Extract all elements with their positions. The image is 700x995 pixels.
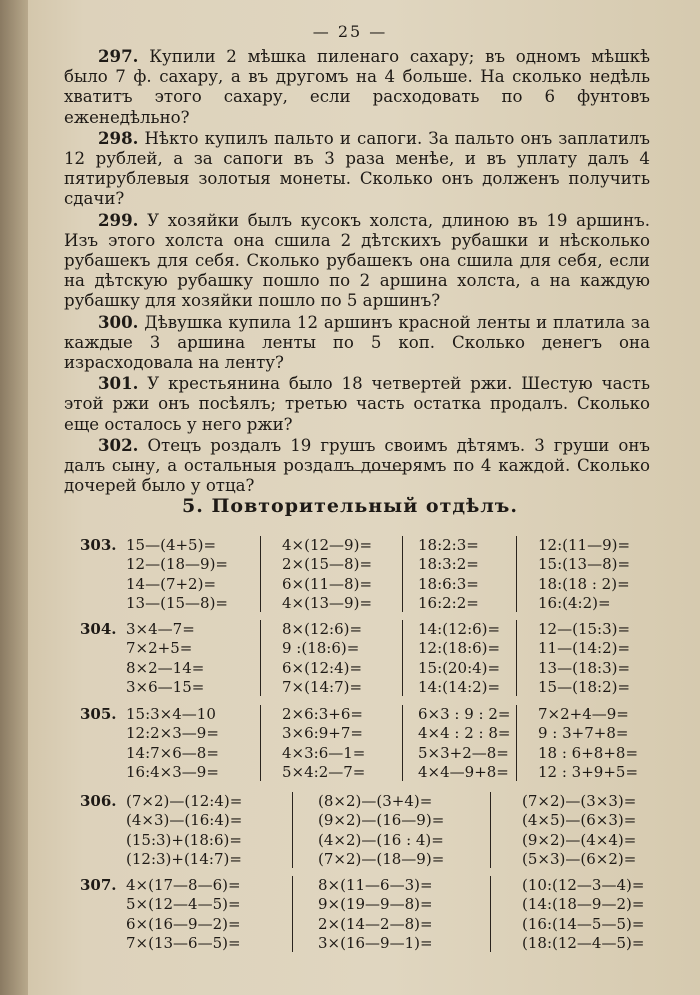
exercise-column [126,536,228,613]
exercise-304 [70,620,660,700]
problem-300 [64,312,650,374]
expression: 7×2+4—9= [538,705,629,723]
page-number: — 25 — [312,22,388,41]
column-separator [260,620,261,696]
expression: 6×(16—9—2)= [126,914,241,933]
problem-number: 299. [98,209,139,230]
expression: 12—(18—9)= [126,555,228,574]
expression: 16:2:2= [418,593,479,612]
column-separator [402,536,403,612]
problem-text: Отецъ роздалъ 19 грушъ своимъ дѣтямъ. 3 груши онъ далъ сыну, а остальныя роздалъ дочерямъ по 4 каждой. Сколько дочерей было у отца? [64,435,650,496]
expression: 8×(12:6)= [282,620,363,638]
expression: 9×(19—9—8)= [318,895,433,914]
expression: 12 : 3+9+5= [538,762,639,781]
expression: 18:6:3= [418,574,479,593]
exercise-column [318,876,433,953]
expression: 3×(16—9—1)= [318,933,433,952]
expression: 6×(12:4)= [282,658,363,677]
expression: (7×2)—(12:4)= [126,792,243,810]
expression: 15—(4+5)= [126,536,217,554]
expression: (9×2)—(4×4)= [522,830,637,849]
problem-301 [64,373,650,435]
column-separator [402,620,403,696]
column-separator [490,876,491,952]
column-separator [516,536,517,612]
column-separator [260,536,261,612]
exercise-column [282,536,372,613]
expression: 9 :(18:6)= [282,639,360,658]
exercise-number: 303. [80,536,117,554]
expression: 5×3+2—8= [418,743,509,762]
exercise-number: 304. [80,620,117,638]
exercise-307 [70,876,660,956]
exercise-column [282,705,365,782]
expression: 16:(4:2)= [538,593,611,612]
problem-number: 300. [98,311,139,332]
problem-text: Дѣвушка купила 12 аршинъ красной ленты и платила за каждые 3 аршина ленты по 5 коп. Сколько денегъ она израсходовала на ленту? [64,312,650,373]
expression: 18:2:3= [418,536,479,554]
problem-number: 298. [98,127,139,148]
expression: 15:(13—8)= [538,555,631,574]
problem-302 [64,435,650,497]
exercise-column [126,705,219,782]
expression: 13—(18:3)= [538,658,631,677]
expression: 4×(13—9)= [282,593,373,612]
exercise-column [538,620,630,697]
problem-text: Нѣкто купилъ пальто и сапоги. За пальто онъ заплатилъ 12 рублей, а за сапоги въ 3 раза менѣе, и въ уплату далъ 4 пятирублевыя золотыя монеты. Сколько онъ долженъ получить сдачи? [64,128,650,209]
problem-298 [64,128,650,210]
exercise-column [522,876,644,953]
problem-297 [64,46,650,128]
expression: (10:(12—3—4)= [522,876,645,894]
column-separator [260,705,261,781]
expression: 4×(17—8—6)= [126,876,241,894]
expression: 3×6:9+7= [282,724,363,743]
expression: (4×3)—(16:4)= [126,811,243,830]
expression: (15:3)+(18:6)= [126,830,242,849]
expression: 11—(14:2)= [538,639,631,658]
problem-number: 301. [98,373,139,394]
expression: (8×2)—(3+4)= [318,792,433,810]
expression: 5×4:2—7= [282,762,366,781]
expression: (14:(18—9—2)= [522,895,645,914]
expression: 2×(15—8)= [282,555,373,574]
expression: 18:3:2= [418,555,479,574]
expression: 3×4—7= [126,620,195,638]
expression: (16:(14—5—5)= [522,914,645,933]
column-separator [516,705,517,781]
exercise-column [126,876,241,953]
section-divider [336,470,404,471]
expression: 15:(20:4)= [418,658,501,677]
exercise-column [538,536,630,613]
exercise-305 [70,705,660,785]
exercise-number: 307. [80,876,117,894]
expression: 18 : 6+8+8= [538,743,639,762]
expression: (7×2)—(3×3)= [522,792,637,810]
expression: 15—(18:2)= [538,677,631,696]
problem-text: У крестьянина было 18 четвертей ржи. Шестую часть этой ржи онъ посѣялъ; третью часть остатка продалъ. Сколько еще осталось у него ржи? [64,374,650,434]
exercise-column [318,792,444,869]
expression: 5×(12—4—5)= [126,895,241,914]
expression: 15:3×4—10 [126,705,216,723]
expression: 8×2—14= [126,658,205,677]
exercise-column [282,620,362,697]
expression: 4×3:6—1= [282,743,366,762]
expression: 12—(15:3)= [538,620,631,638]
expression: (12:3)+(14:7)= [126,849,242,868]
expression: 7×2+5= [126,639,193,658]
column-separator [490,792,491,868]
expression: (5×3)—(6×2)= [522,849,637,868]
exercise-number: 305. [80,705,117,723]
expression: 13—(15—8)= [126,593,228,612]
expression: 16:4×3—9= [126,762,219,781]
expression: 12:(11—9)= [538,536,631,554]
expression: 6×(11—8)= [282,574,373,593]
expression: 14—(7+2)= [126,574,217,593]
exercise-number: 306. [80,792,117,810]
expression: (18:(12—4—5)= [522,933,645,952]
expression: 7×(14:7)= [282,677,363,696]
problem-299 [64,210,650,312]
problem-text: Купили 2 мѣшка пиленаго сахару; въ одномъ мѣшкѣ было 7 ф. сахару, а въ другомъ на 4 больше. На сколько недѣль хватитъ этого сахару, если расходовать по 6 фунтовъ еженедѣльно? [64,47,650,127]
expression: 14:(12:6)= [418,620,501,638]
expression: 9 : 3+7+8= [538,724,629,743]
exercise-306 [70,792,660,872]
exercise-column [538,705,638,782]
expression: (4×2)—(16 : 4)= [318,830,444,849]
exercise-column [522,792,636,869]
problem-number: 302. [98,434,139,455]
column-separator [292,876,293,952]
expression: (9×2)—(16—9)= [318,811,445,830]
expression: 6×3 : 9 : 2= [418,705,511,723]
section-title: 5. Повторительный отдѣлъ. [182,495,518,517]
expression: 12:(18:6)= [418,639,501,658]
expression: 2×6:3+6= [282,705,363,723]
expression: 4×(12—9)= [282,536,373,554]
exercise-column [126,620,204,697]
exercise-column [418,536,479,613]
expression: 14:7×6—8= [126,743,219,762]
column-separator [292,792,293,868]
expression: 4×4 : 2 : 8= [418,724,511,743]
expression: 2×(14—2—8)= [318,914,433,933]
expression: 4×4—9+8= [418,762,509,781]
word-problems [64,46,650,496]
problem-text: У хозяйки былъ кусокъ холста, длиною въ 19 аршинъ. Изъ этого холста она сшила 2 дѣтскихъ рубашки и нѣсколько рубашекъ для себя. Сколько рубашекъ она сшила для себя, если на дѣтскую рубашку пошло по 2 аршина холста, а на каждую рубашку для хозяйки пошло по 5 аршинъ? [64,210,650,311]
exercise-column [418,620,500,697]
expression: (4×5)—(6×3)= [522,811,637,830]
expression: 14:(14:2)= [418,677,501,696]
problem-number: 297. [98,46,139,66]
exercise-column [126,792,242,869]
expression: 12:2×3—9= [126,724,219,743]
expression: 8×(11—6—3)= [318,876,433,894]
expression: 18:(18 : 2)= [538,574,630,593]
column-separator [402,705,403,781]
expression: 3×6—15= [126,677,205,696]
expression: 7×(13—6—5)= [126,933,241,952]
exercise-303 [70,536,660,616]
column-separator [516,620,517,696]
expression: (7×2)—(18—9)= [318,849,445,868]
exercise-column [418,705,511,782]
